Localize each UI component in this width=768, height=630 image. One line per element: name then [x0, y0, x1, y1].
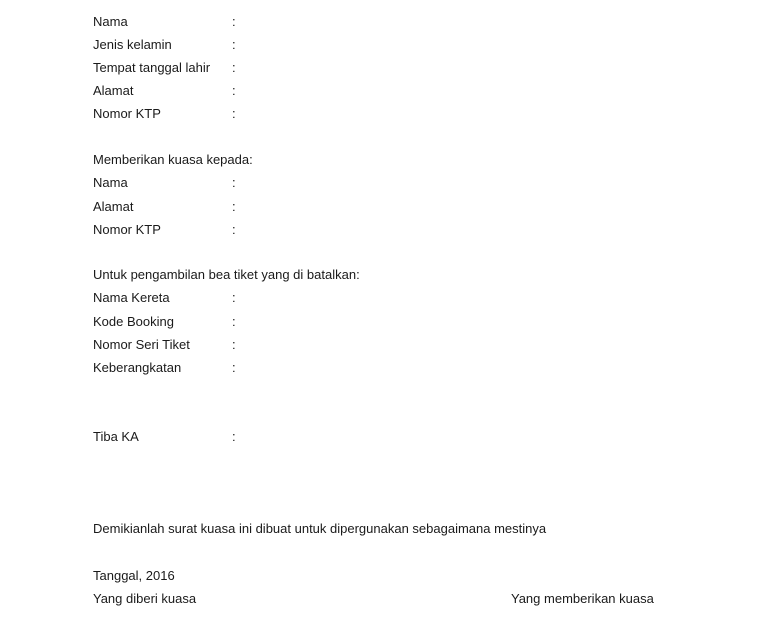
- field-row-kode-booking: [93, 314, 242, 330]
- field-colon: :: [232, 360, 236, 375]
- field-label: Jenis kelamin: [93, 37, 172, 52]
- field-colon: :: [232, 429, 236, 444]
- grantee-heading: Memberikan kuasa kepada:: [93, 152, 253, 167]
- grantor-signature-label: Yang memberikan kuasa: [511, 591, 654, 606]
- field-colon: :: [232, 337, 236, 352]
- field-colon: :: [232, 222, 236, 237]
- field-row-nama: [93, 175, 242, 191]
- field-label: Nomor KTP: [93, 222, 161, 237]
- field-row-nomor-ktp: [93, 222, 242, 238]
- field-row-alamat: [93, 199, 242, 215]
- field-label: Tiba KA: [93, 429, 139, 444]
- field-colon: :: [232, 199, 236, 214]
- field-colon: :: [232, 14, 236, 29]
- field-colon: :: [232, 175, 236, 190]
- closing-statement: Demikianlah surat kuasa ini dibuat untuk dipergunakan sebagaimana mestinya: [93, 521, 547, 536]
- field-label: Nomor KTP: [93, 106, 161, 121]
- field-label: Alamat: [93, 83, 134, 98]
- field-label: Nama: [93, 175, 128, 190]
- field-row-keberangkatan: [93, 360, 242, 376]
- purpose-heading: Untuk pengambilan bea tiket yang di batalkan:: [93, 267, 360, 282]
- field-label: Kode Booking: [93, 314, 174, 329]
- field-colon: :: [232, 314, 236, 329]
- field-row-nomor-seri-tiket: [93, 337, 242, 353]
- field-colon: :: [232, 106, 236, 121]
- date-line: Tanggal, 2016: [93, 568, 175, 583]
- field-row-nama-kereta: [93, 290, 242, 306]
- field-label: Nama: [93, 14, 128, 29]
- field-label: Nomor Seri Tiket: [93, 337, 190, 352]
- field-row-tiba-ka: [93, 429, 242, 445]
- field-colon: :: [232, 83, 236, 98]
- field-row-alamat: [93, 83, 242, 99]
- field-row-tempat-tanggal-lahir: [93, 60, 242, 76]
- field-colon: :: [232, 290, 236, 305]
- field-row-nomor-ktp: [93, 106, 242, 122]
- field-colon: :: [232, 60, 236, 75]
- field-label: Alamat: [93, 199, 134, 214]
- recipient-signature-label: Yang diberi kuasa: [93, 591, 197, 606]
- field-row-nama: [93, 14, 242, 30]
- field-row-jenis-kelamin: [93, 37, 242, 53]
- field-label: Nama Kereta: [93, 290, 170, 305]
- field-colon: :: [232, 37, 236, 52]
- field-label: Tempat tanggal lahir: [93, 60, 211, 75]
- field-label: Keberangkatan: [93, 360, 182, 375]
